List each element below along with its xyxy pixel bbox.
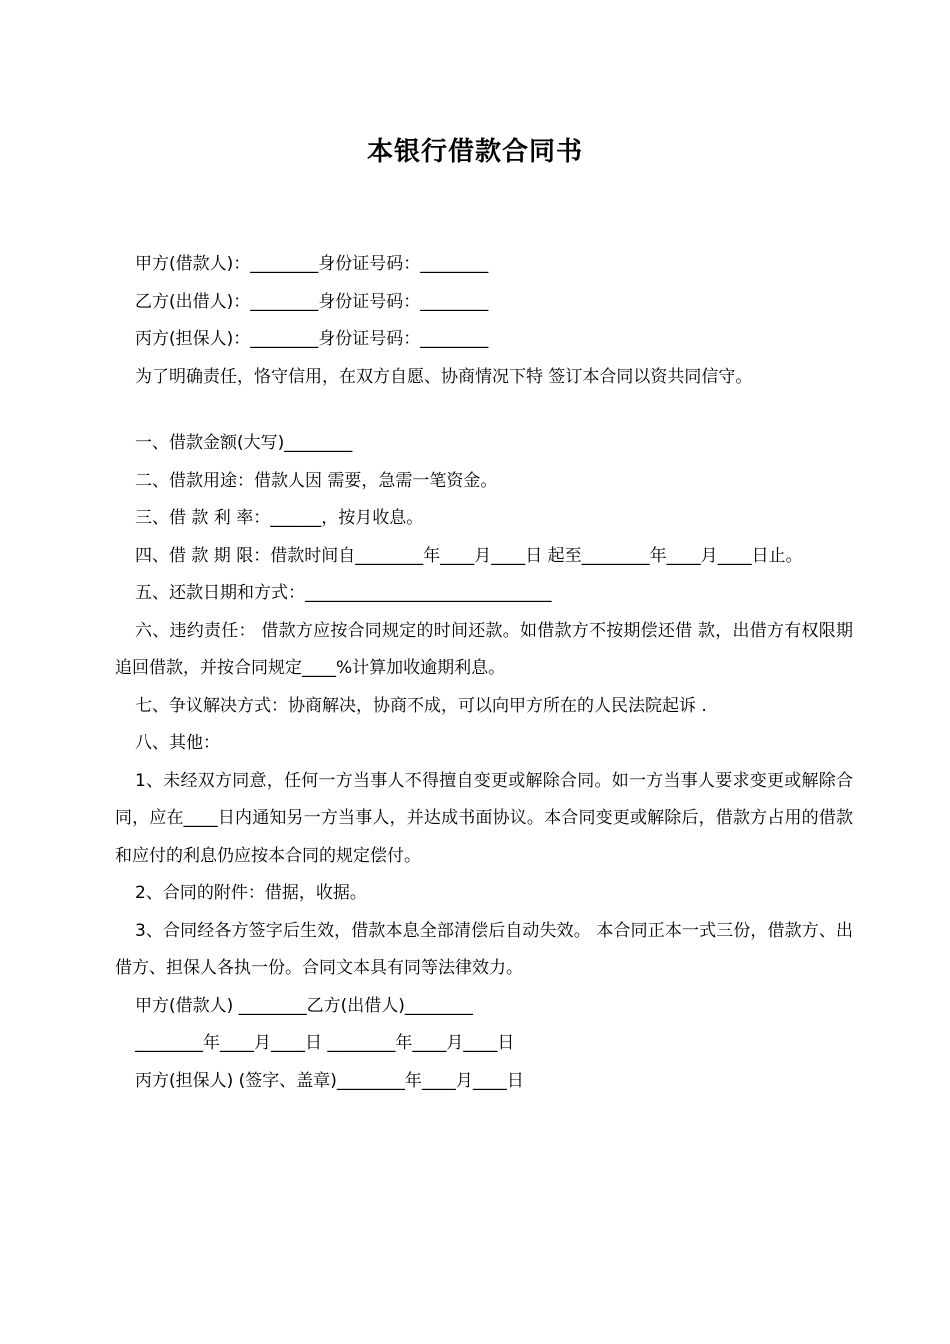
clause-loan-term-label: 四、借 款 期 限： bbox=[135, 545, 271, 566]
clause-other-3: 3、合同经各方签字后生效，借款本息全部清偿后自动失效。 本合同正本一式三份，借款方、出借方、担保人各执一份。合同文本具有同等法律效力。 bbox=[115, 920, 853, 978]
clause-repayment: 五、还款日期和方式：_____________________________ bbox=[135, 583, 552, 603]
signature-date-line: ________年____月____日 ________年____月____日 bbox=[135, 1033, 515, 1053]
clause-liability: 六、违约责任： 借款方应按合同规定的时间还款。如借款方不按期偿还借 款，出借方有权限期追回借款，并按合同规定____%计算加收逾期利息。 bbox=[115, 620, 853, 678]
clause-interest-rate bbox=[115, 500, 853, 538]
signature-line-jia-yi: 甲方(借款人) ________乙方(出借人)________ bbox=[135, 995, 473, 1016]
clause-loan-term-text: 借款时间自________年____月____日 起至________年____月____日止。 bbox=[270, 545, 803, 566]
document-title: 本银行借款合同书 bbox=[366, 137, 583, 167]
party-yi-line: 乙方(出借人)：________身份证号码：________ bbox=[135, 291, 489, 312]
clause-loan-amount: 一、借款金额(大写)________ bbox=[135, 433, 353, 453]
clause-dispute: 七、争议解决方式：协商解决，协商不成，可以向甲方所在的人民法院起诉 . bbox=[135, 695, 707, 716]
clause-interest-rate-text: ______，按月收息。 bbox=[270, 508, 424, 528]
clause-other-1: 1、未经双方同意，任何一方当事人不得擅自变更或解除合同。如一方当事人要求变更或解除合同，应在____日内通知另一方当事人，并达成书面协议。本合同变更或解除后，借款方占用的借款和应付的利息仍应按本合同的规定偿付。 bbox=[115, 770, 853, 866]
intro-paragraph: 为了明确责任，恪守信用，在双方自愿、协商情况下特 签订本合同以资共同信守。 bbox=[135, 366, 753, 387]
section-spacer bbox=[115, 396, 853, 425]
clause-other-2: 2、合同的附件：借据，收据。 bbox=[135, 883, 367, 903]
party-bing-line: 丙方(担保人)：________身份证号码：________ bbox=[135, 329, 489, 349]
clause-interest-rate-label: 三、借 款 利 率： bbox=[135, 508, 271, 528]
clause-loan-purpose: 二、借款用途：借款人因 需要，急需一笔资金。 bbox=[135, 470, 498, 491]
signature-line-bing: 丙方(担保人) (签字、盖章)________年____月____日 bbox=[135, 1070, 524, 1091]
document-body bbox=[115, 246, 853, 1100]
party-jia-line: 甲方(借款人)：________身份证号码：________ bbox=[135, 254, 489, 274]
clause-loan-term bbox=[115, 538, 853, 576]
clause-other: 八、其他： bbox=[135, 733, 220, 753]
